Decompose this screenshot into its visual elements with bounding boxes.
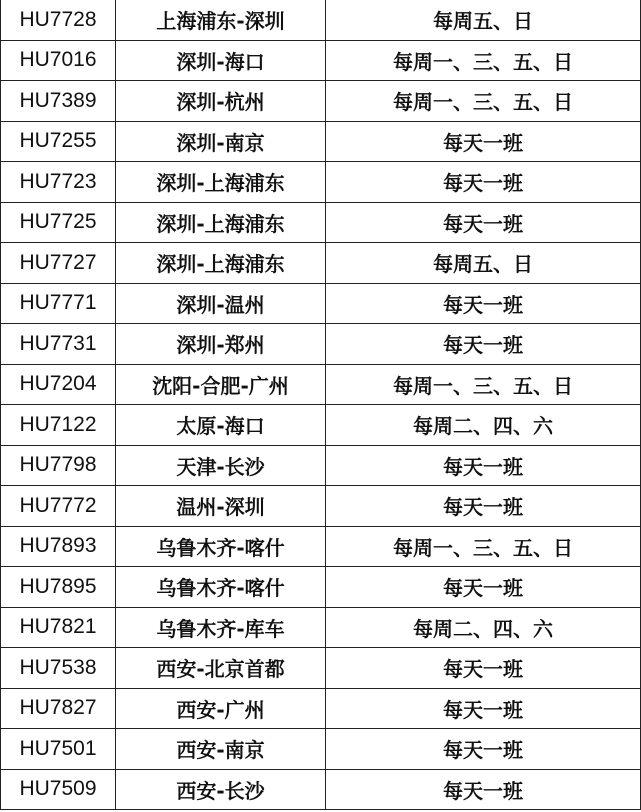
- table-row: [1, 729, 641, 770]
- flight-number-cell: HU7509: [1, 769, 116, 810]
- flight-number-cell: HU7798: [1, 445, 116, 486]
- schedule-cell: 每天一班: [326, 567, 641, 608]
- flight-number-cell: HU7501: [1, 729, 116, 770]
- table-row: [1, 202, 641, 243]
- route-cell: 西安-北京首都: [116, 648, 326, 689]
- table-row: [1, 445, 641, 486]
- schedule-cell: 每天一班: [326, 121, 641, 162]
- schedule-cell: 每周一、三、五、日: [326, 40, 641, 81]
- table-row: [1, 121, 641, 162]
- route-cell: 深圳-上海浦东: [116, 162, 326, 203]
- table-row: [1, 162, 641, 203]
- flight-number-cell: HU7728: [1, 0, 116, 40]
- route-cell: 西安-南京: [116, 729, 326, 770]
- route-cell: 乌鲁木齐-喀什: [116, 567, 326, 608]
- flight-number-cell: HU7731: [1, 324, 116, 365]
- table-row: [1, 0, 641, 40]
- schedule-cell: 每天一班: [326, 202, 641, 243]
- schedule-cell: 每周二、四、六: [326, 607, 641, 648]
- schedule-cell: 每周一、三、五、日: [326, 364, 641, 405]
- flight-number-cell: HU7727: [1, 243, 116, 284]
- schedule-cell: 每天一班: [326, 729, 641, 770]
- table-row: [1, 40, 641, 81]
- route-cell: 深圳-郑州: [116, 324, 326, 365]
- flight-number-cell: HU7893: [1, 526, 116, 567]
- table-row: [1, 526, 641, 567]
- route-cell: 西安-长沙: [116, 769, 326, 810]
- flight-number-cell: HU7204: [1, 364, 116, 405]
- flight-number-cell: HU7255: [1, 121, 116, 162]
- table-row: [1, 688, 641, 729]
- route-cell: 太原-海口: [116, 405, 326, 446]
- schedule-cell: 每天一班: [326, 445, 641, 486]
- route-cell: 温州-深圳: [116, 486, 326, 527]
- flight-number-cell: HU7725: [1, 202, 116, 243]
- schedule-cell: 每周一、三、五、日: [326, 526, 641, 567]
- flight-number-cell: HU7723: [1, 162, 116, 203]
- flight-number-cell: HU7827: [1, 688, 116, 729]
- route-cell: 深圳-上海浦东: [116, 243, 326, 284]
- route-cell: 乌鲁木齐-喀什: [116, 526, 326, 567]
- schedule-cell: 每天一班: [326, 324, 641, 365]
- schedule-cell: 每天一班: [326, 688, 641, 729]
- route-cell: 深圳-海口: [116, 40, 326, 81]
- table-row: [1, 243, 641, 284]
- table-row: [1, 81, 641, 122]
- schedule-cell: 每周五、日: [326, 243, 641, 284]
- flight-number-cell: HU7821: [1, 607, 116, 648]
- table-row: [1, 324, 641, 365]
- schedule-cell: 每周二、四、六: [326, 405, 641, 446]
- table-row: [1, 769, 641, 810]
- schedule-cell: 每周一、三、五、日: [326, 81, 641, 122]
- schedule-cell: 每天一班: [326, 769, 641, 810]
- table-row: [1, 648, 641, 689]
- flight-number-cell: HU7538: [1, 648, 116, 689]
- route-cell: 深圳-上海浦东: [116, 202, 326, 243]
- route-cell: 深圳-温州: [116, 283, 326, 324]
- schedule-cell: 每周五、日: [326, 0, 641, 40]
- route-cell: 沈阳-合肥-广州: [116, 364, 326, 405]
- route-cell: 西安-广州: [116, 688, 326, 729]
- table-body: [1, 0, 641, 810]
- flight-number-cell: HU7389: [1, 81, 116, 122]
- flight-number-cell: HU7895: [1, 567, 116, 608]
- schedule-cell: 每天一班: [326, 648, 641, 689]
- flight-number-cell: HU7771: [1, 283, 116, 324]
- flight-number-cell: HU7772: [1, 486, 116, 527]
- table-row: [1, 607, 641, 648]
- route-cell: 天津-长沙: [116, 445, 326, 486]
- route-cell: 上海浦东-深圳: [116, 0, 326, 40]
- route-cell: 深圳-南京: [116, 121, 326, 162]
- flight-number-cell: HU7122: [1, 405, 116, 446]
- flight-number-cell: HU7016: [1, 40, 116, 81]
- schedule-cell: 每天一班: [326, 486, 641, 527]
- schedule-cell: 每天一班: [326, 283, 641, 324]
- table-row: [1, 486, 641, 527]
- table-row: [1, 283, 641, 324]
- route-cell: 乌鲁木齐-库车: [116, 607, 326, 648]
- route-cell: 深圳-杭州: [116, 81, 326, 122]
- schedule-cell: 每天一班: [326, 162, 641, 203]
- table-row: [1, 364, 641, 405]
- table-row: [1, 567, 641, 608]
- table-row: [1, 405, 641, 446]
